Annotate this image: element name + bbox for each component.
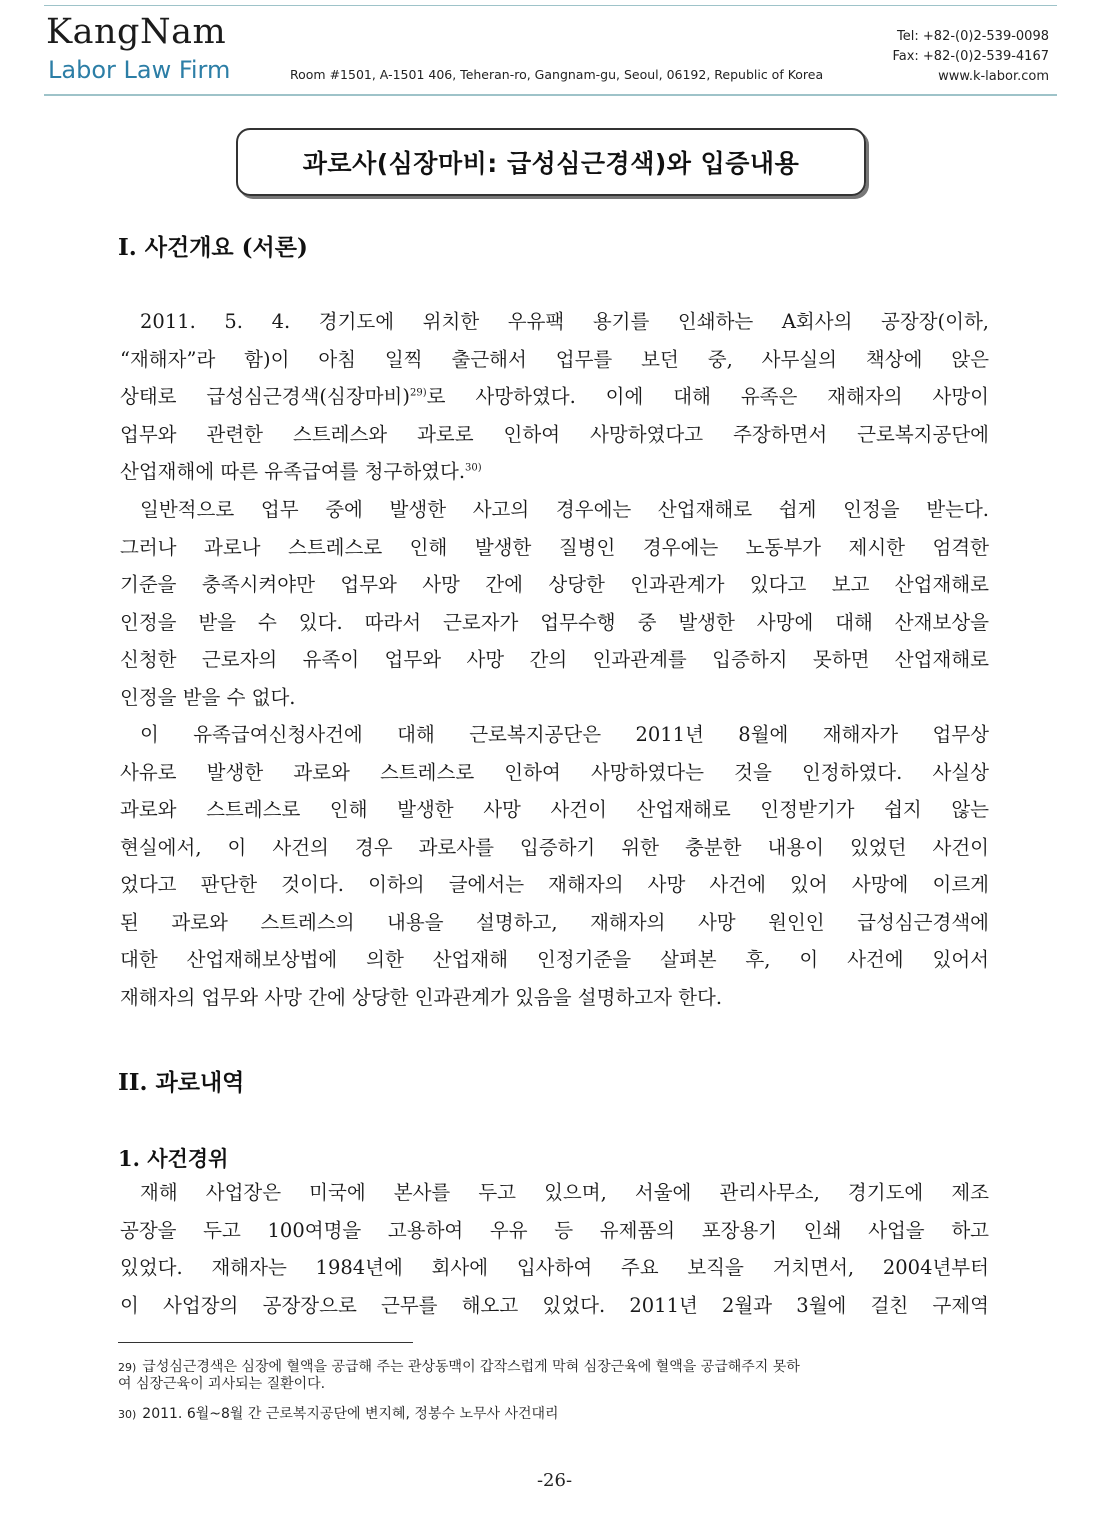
paragraph-line: 있었다. 재해자는 1984년에 회사에 입사하여 주요 보직을 거치면서, 2004년부터	[120, 1256, 989, 1279]
header-top-rule	[44, 5, 1057, 6]
paragraph-line: 그러나 과로나 스트레스로 인해 발생한 질병인 경우에는 노동부가 제시한 엄격한	[120, 535, 989, 559]
subsection-1-paragraph	[120, 1174, 989, 1324]
paragraph-line: 인정을 받을 수 없다.	[120, 685, 296, 709]
footnote-30	[118, 1406, 993, 1423]
paragraph-line: 기준을 충족시켜야만 업무와 사망 간에 상당한 인과관계가 있다고 보고 산업재해로	[120, 573, 989, 596]
section-1-paragraph-1	[120, 303, 989, 491]
footnote-separator	[118, 1342, 413, 1343]
firm-tel: Tel: +82-(0)2-539-0098	[897, 29, 1049, 44]
paragraph-line: 었다고 판단한 것이다. 이하의 글에서는 재해자의 사망 사건에 있어 사망에 이르게	[120, 873, 989, 896]
paragraph-line: 업무와 관련한 스트레스와 과로로 인하여 사망하였다고 주장하면서 근로복지공단에	[120, 422, 989, 446]
section-1-paragraph-3	[120, 716, 989, 1016]
section-1-heading: I. 사건개요 (서론)	[118, 234, 308, 261]
text-fragment: 상태로 급성심근경색(심장마비)	[120, 385, 410, 408]
paragraph-line: 신청한 근로자의 유족이 업무와 사망 간의 인과관계를 입증하지 못하면 산업재해로	[120, 648, 989, 671]
paragraph-line: 현실에서, 이 사건의 경우 과로사를 입증하기 위한 충분한 내용이 있었던 사건이	[120, 835, 989, 859]
paragraph-line: 일반적으로 업무 중에 발생한 사고의 경우에는 산업재해로 쉽게 인정을 받는다.	[140, 498, 989, 521]
paragraph-line: 이 사업장의 공장장으로 근무를 해오고 있었다. 2011년 2월과 3월에 걸친 구제역	[120, 1293, 989, 1317]
page-number: -26-	[536, 1470, 573, 1491]
paragraph-line: 재해 사업장은 미국에 본사를 두고 있으며, 서울에 관리사무소, 경기도에 제조	[140, 1181, 989, 1204]
paragraph-line: 2011. 5. 4. 경기도에 위치한 우유팩 용기를 인쇄하는 A회사의 공장장(이하,	[140, 310, 989, 333]
paragraph-line: 대한 산업재해보상법에 의한 산업재해 인정기준을 살펴본 후, 이 사건에 있어서	[120, 948, 989, 971]
subsection-1-heading: 1. 사건경위	[118, 1146, 229, 1171]
firm-fax: Fax: +82-(0)2-539-4167	[892, 49, 1049, 64]
paragraph-line: 이 유족급여신청사건에 대해 근로복지공단은 2011년 8월에 재해자가 업무상	[140, 723, 989, 746]
paragraph-line: 공장을 두고 100여명을 고용하여 우유 등 유제품의 포장용기 인쇄 사업을 하고	[120, 1218, 989, 1242]
footnote-text: 급성심근경색은 심장에 혈액을 공급해 주는 관상동맥이 갑작스럽게 막혀 심장근육에 혈액을 공급해주지 못하	[142, 1359, 800, 1375]
paragraph-line: 인정을 받을 수 있다. 따라서 근로자가 업무수행 중 발생한 사망에 대해 산재보상을	[120, 610, 989, 634]
footnote-text: 2011. 6월~8월 간 근로복지공단에 변지혜, 정봉수 노무사 사건대리	[142, 1406, 559, 1422]
footnote-number: 30)	[118, 1408, 137, 1421]
firm-website: www.k-labor.com	[938, 69, 1049, 84]
paragraph-line: 재해자의 업무와 사망 간에 상당한 인과관계가 있음을 설명하고자 한다.	[120, 985, 723, 1009]
paragraph-line: “재해자”라 함)이 아침 일찍 출근해서 업무를 보던 중, 사무실의 책상에 앉은	[120, 347, 989, 371]
footnote-ref-30[interactable]: 30)	[465, 462, 482, 474]
footnote-29	[118, 1359, 993, 1392]
paragraph-line: 사유로 발생한 과로와 스트레스로 인하여 사망하였다는 것을 인정하였다. 사실상	[120, 760, 989, 784]
footnote-ref-29[interactable]: 29)	[410, 387, 427, 399]
firm-address: Room #1501, A-1501 406, Teheran-ro, Gangnam-gu, Seoul, 06192, Republic of Korea	[290, 67, 824, 82]
section-1-paragraph-2	[120, 491, 989, 716]
text-fragment: 로 사망하였다. 이에 대해 유족은 재해자의 사망이	[426, 385, 989, 408]
paragraph-line	[120, 378, 989, 416]
paragraph-line	[120, 453, 989, 491]
firm-logo-subtitle: Labor Law Firm	[48, 56, 231, 84]
document-title: 과로사(심장마비: 급성심근경색)와 입증내용	[302, 149, 800, 178]
section-2-heading: II. 과로내역	[118, 1069, 245, 1096]
firm-logo-name: KangNam	[46, 12, 227, 52]
text-fragment: 산업재해에 따른 유족급여를 청구하였다.	[120, 460, 466, 483]
paragraph-line: 과로와 스트레스로 인해 발생한 사망 사건이 산업재해로 인정받기가 쉽지 않는	[120, 798, 989, 821]
header-bottom-rule	[44, 94, 1057, 96]
firm-contact	[892, 27, 1049, 87]
paragraph-line: 된 과로와 스트레스의 내용을 설명하고, 재해자의 사망 원인인 급성심근경색에	[120, 910, 989, 934]
footnote-number: 29)	[118, 1361, 137, 1374]
document-title-box	[236, 128, 866, 196]
footnote-text-continued: 여 심장근육이 괴사되는 질환이다.	[118, 1376, 326, 1392]
